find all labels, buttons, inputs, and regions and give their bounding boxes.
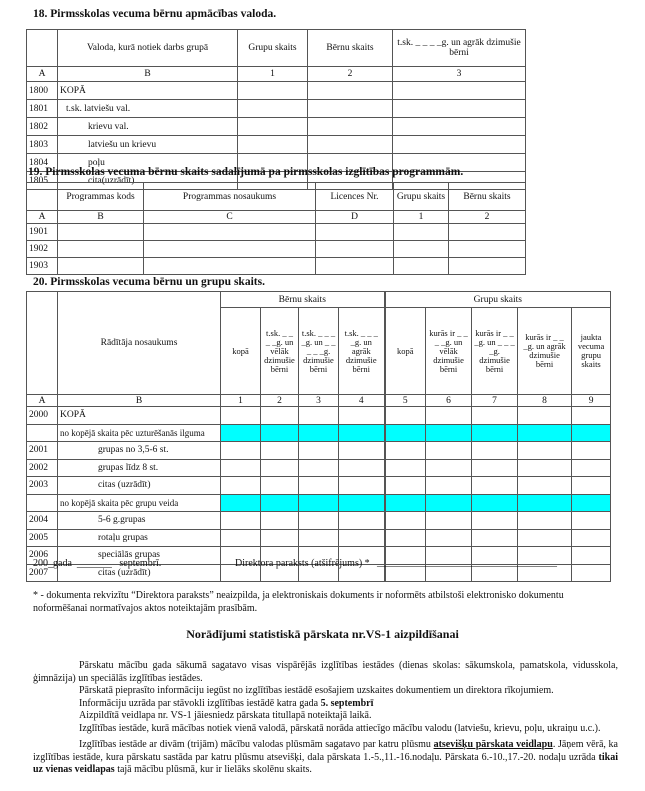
input-cell[interactable]: [238, 100, 308, 118]
letter: A: [27, 211, 58, 224]
input-cell[interactable]: [339, 477, 385, 495]
input-cell[interactable]: [308, 136, 393, 154]
row-label: latviešu un krievu: [58, 136, 238, 154]
input-cell[interactable]: [393, 136, 526, 154]
table-19: [26, 182, 526, 275]
text: Informāciju uzrāda par stāvokli izglītības iestādē katra gada: [79, 697, 321, 709]
input-cell[interactable]: [339, 459, 385, 477]
table-row: [27, 477, 611, 495]
highlight-cell: [299, 494, 339, 512]
letter: 7: [472, 395, 518, 407]
row-label: poļu: [58, 154, 238, 172]
input-cell[interactable]: [58, 224, 144, 241]
input-cell[interactable]: [572, 529, 611, 547]
letter: B: [58, 395, 221, 407]
row-label: rotaļu grupas: [58, 529, 221, 547]
letter: 2: [261, 395, 299, 407]
row-label: KOPĀ: [58, 82, 238, 100]
row-code: 2000: [27, 407, 58, 425]
table-row: [27, 100, 526, 118]
section-row: [27, 494, 611, 512]
letter: C: [144, 211, 316, 224]
paragraph: Izglītības iestāde, kurā mācības notiek vienā valodā, pārskatā norāda attiecīgo mācību valodu (latviešu, krievu, poļu, ukraiņu u.c.).: [79, 722, 601, 734]
date-field[interactable]: 200_gada _______ septembrī.: [33, 558, 162, 569]
input-cell[interactable]: [426, 512, 472, 530]
input-cell[interactable]: [394, 241, 449, 258]
highlight-cell: [339, 494, 385, 512]
table-row: [27, 442, 611, 460]
letter: A: [27, 395, 58, 407]
input-cell[interactable]: [316, 258, 394, 275]
table-20: [26, 291, 611, 582]
row-label: speciālās grupas: [58, 547, 221, 565]
input-cell[interactable]: [385, 459, 426, 477]
row-label: 5-6 g.grupas: [58, 512, 221, 530]
input-cell[interactable]: [572, 459, 611, 477]
paragraph: [33, 739, 618, 777]
instructions-heading: Norādījumi statistiskā pārskata nr.VS-1 aizpildīšanai: [186, 627, 459, 641]
header-children-count: Bērnu skaits: [221, 292, 385, 308]
row-code: 1805: [27, 172, 58, 190]
input-cell[interactable]: [144, 258, 316, 275]
highlight-cell: [426, 424, 472, 442]
input-cell[interactable]: [426, 442, 472, 460]
input-cell[interactable]: [572, 477, 611, 495]
highlight-cell: [385, 494, 426, 512]
input-cell[interactable]: [316, 241, 394, 258]
input-cell[interactable]: [472, 529, 518, 547]
input-cell[interactable]: [518, 477, 572, 495]
letter: 2: [308, 67, 393, 82]
input-cell[interactable]: [261, 442, 299, 460]
paragraph: Pārskatā pieprasīto informāciju iegūst no izglītības iestādē esošajiem uzskaites dokumentiem un direktora rīkojumiem.: [79, 685, 554, 696]
row-code: [27, 424, 58, 442]
input-cell[interactable]: [339, 512, 385, 530]
table-row: [27, 512, 611, 530]
highlight-cell: [261, 494, 299, 512]
row-code: 2001: [27, 442, 58, 460]
table-row: [27, 241, 526, 258]
row-label: no kopējā skaita pēc grupu veida: [58, 494, 221, 512]
text: Izglītības iestāde ar divām (trijām) mācību valodas plūsmām sagatavo par katru plūsmu: [79, 739, 434, 750]
row-label: KOPĀ: [58, 407, 221, 425]
input-cell[interactable]: [299, 512, 339, 530]
input-cell[interactable]: [426, 459, 472, 477]
letter: 8: [518, 395, 572, 407]
signature-label: Direktora paraksts (atšifrējums) *: [235, 558, 370, 569]
highlight-cell: [385, 424, 426, 442]
table-row: [27, 118, 526, 136]
input-cell[interactable]: [308, 100, 393, 118]
input-cell[interactable]: [518, 529, 572, 547]
input-cell[interactable]: [299, 407, 339, 425]
highlight-cell: [339, 424, 385, 442]
input-cell[interactable]: [221, 407, 261, 425]
subheader-col-7: kurās ir _ _ _g. un _ _ _ _g. dzimušie bērni: [472, 308, 518, 395]
row-code: 2005: [27, 529, 58, 547]
input-cell[interactable]: [572, 512, 611, 530]
table-row: [27, 459, 611, 477]
header-children: Bērnu skaits: [308, 30, 393, 67]
emphasis: tikai uz vienas veidlapas: [33, 751, 618, 775]
input-cell[interactable]: [518, 442, 572, 460]
header-a: [27, 183, 58, 211]
header-indicator-name: Rādītāja nosaukums: [58, 292, 221, 395]
row-label: no kopējā skaita pēc uzturēšanās ilguma: [58, 424, 221, 442]
input-cell[interactable]: [572, 442, 611, 460]
input-cell[interactable]: [221, 459, 261, 477]
header-born-earlier: t.sk. _ _ _ _g. un agrāk dzimušie bērni: [393, 30, 526, 67]
input-cell[interactable]: [426, 407, 472, 425]
letter: B: [58, 211, 144, 224]
header-groups: Grupu skaits: [394, 183, 449, 211]
highlight-cell: [518, 494, 572, 512]
highlight-cell: [221, 494, 261, 512]
input-cell[interactable]: [299, 529, 339, 547]
row-label: krievu val.: [58, 118, 238, 136]
input-cell[interactable]: [393, 82, 526, 100]
input-cell[interactable]: [316, 224, 394, 241]
subheader-col-2: t.sk. _ _ _ _g. un vēlāk dzimušie bērni: [261, 308, 299, 395]
row-code: 2007: [27, 564, 58, 582]
input-cell[interactable]: [221, 529, 261, 547]
input-cell[interactable]: [394, 258, 449, 275]
row-label: citas (uzrādīt): [58, 564, 221, 582]
input-cell[interactable]: [221, 477, 261, 495]
row-code: 2002: [27, 459, 58, 477]
input-cell[interactable]: [238, 82, 308, 100]
input-cell[interactable]: [572, 547, 611, 565]
input-cell[interactable]: [261, 477, 299, 495]
highlight-cell: [472, 494, 518, 512]
row-code: [27, 494, 58, 512]
input-cell[interactable]: [472, 459, 518, 477]
input-cell[interactable]: [385, 512, 426, 530]
letter: 5: [385, 395, 426, 407]
input-cell[interactable]: [449, 258, 526, 275]
header-language: Valoda, kurā notiek darbs grupā: [58, 30, 238, 67]
row-code: 1901: [27, 224, 58, 241]
instructions-body: [33, 660, 618, 777]
input-cell[interactable]: [572, 564, 611, 582]
input-cell[interactable]: [308, 118, 393, 136]
header-children: Bērnu skaits: [449, 183, 526, 211]
letter: 4: [339, 395, 385, 407]
highlight-cell: [221, 424, 261, 442]
letter: B: [58, 67, 238, 82]
table-20-title: 20. Pirmsskolas vecuma bērnu un grupu skaits.: [33, 276, 265, 288]
subheader-col-3: t.sk. _ _ _ _g. un _ _ _ _ _g. dzimušie bērni: [299, 308, 339, 395]
input-cell[interactable]: [58, 258, 144, 275]
input-cell[interactable]: [393, 100, 526, 118]
input-cell[interactable]: [385, 529, 426, 547]
input-cell[interactable]: [449, 224, 526, 241]
date-emphasis: 5. septembrī: [320, 697, 374, 709]
header-program-name: Programmas nosaukums: [144, 183, 316, 211]
input-cell[interactable]: [472, 477, 518, 495]
row-code: 1903: [27, 258, 58, 275]
input-cell[interactable]: [339, 442, 385, 460]
table-row: [27, 258, 526, 275]
section-row: [27, 424, 611, 442]
row-label: citas (uzrādīt): [58, 477, 221, 495]
input-cell[interactable]: [426, 477, 472, 495]
input-cell[interactable]: [472, 512, 518, 530]
letter: 6: [426, 395, 472, 407]
table-row: [27, 407, 611, 425]
row-code: 2003: [27, 477, 58, 495]
table-row: [27, 529, 611, 547]
letter: 9: [572, 395, 611, 407]
input-cell[interactable]: [221, 442, 261, 460]
input-cell[interactable]: [308, 82, 393, 100]
input-cell[interactable]: [261, 459, 299, 477]
table-row: [27, 224, 526, 241]
emphasis: atsevišķu pārskata veidlapu: [433, 739, 553, 750]
input-cell[interactable]: [261, 529, 299, 547]
highlight-cell: [299, 424, 339, 442]
row-label: cita(uzrādīt): [58, 172, 238, 190]
row-label: grupas līdz 8 st.: [58, 459, 221, 477]
footnote: * - dokumenta rekvizītu “Direktora paraksts” neaizpilda, ja elektroniskais dokuments ir noformēts atbilstoši elektronisko dokumentu noformēšanai normatīvajos aktos noteiktajām prasībām.: [33, 590, 564, 614]
subheader-col-4: t.sk. _ _ _ _g. un agrāk dzimušie bērni: [339, 308, 385, 395]
input-cell[interactable]: [426, 529, 472, 547]
input-cell[interactable]: [261, 512, 299, 530]
paragraph: Pārskatu mācību gada sākumā sagatavo visas vispārējās izglītības iestādes (dienas skolas: sākumskola, pamatskola, vidusskola, ģimnāzija) un speciālās izglītības iestādes.: [33, 660, 618, 684]
highlight-cell: [472, 424, 518, 442]
row-code: 2006: [27, 547, 58, 565]
highlight-cell: [261, 424, 299, 442]
input-cell[interactable]: [221, 512, 261, 530]
header-group-count: Grupu skaits: [385, 292, 611, 308]
header-license: Licences Nr.: [316, 183, 394, 211]
input-cell[interactable]: [385, 477, 426, 495]
input-cell[interactable]: [299, 459, 339, 477]
letter: D: [316, 211, 394, 224]
row-code: 1804: [27, 154, 58, 172]
table-row: [27, 82, 526, 100]
table-18-title: 18. Pirmsskolas vecuma bērnu apmācības valoda.: [33, 8, 277, 20]
input-cell[interactable]: [261, 407, 299, 425]
input-cell[interactable]: [385, 442, 426, 460]
highlight-cell: [572, 424, 611, 442]
paragraph: [33, 698, 618, 711]
letter: 3: [299, 395, 339, 407]
header-groups: Grupu skaits: [238, 30, 308, 67]
subheader-col-9: jaukta vecuma grupu skaits: [572, 308, 611, 395]
letter: A: [27, 67, 58, 82]
row-code: 1902: [27, 241, 58, 258]
input-cell[interactable]: [339, 407, 385, 425]
row-code: 1802: [27, 118, 58, 136]
input-cell[interactable]: [393, 118, 526, 136]
input-cell[interactable]: [572, 407, 611, 425]
input-cell[interactable]: [449, 241, 526, 258]
letter: 2: [449, 211, 526, 224]
input-cell[interactable]: [144, 224, 316, 241]
subheader-col-5: kopā: [385, 308, 426, 395]
input-cell[interactable]: [238, 118, 308, 136]
input-cell[interactable]: [518, 459, 572, 477]
highlight-cell: [572, 494, 611, 512]
subheader-col-8: kurās ir _ _ _g. un agrāk dzimušie bērni: [518, 308, 572, 395]
input-cell[interactable]: [518, 512, 572, 530]
row-label: grupas no 3,5-6 st.: [58, 442, 221, 460]
letter: 1: [394, 211, 449, 224]
header-a: [27, 292, 58, 395]
input-cell[interactable]: [472, 407, 518, 425]
input-cell[interactable]: [144, 241, 316, 258]
letter: 3: [393, 67, 526, 82]
input-cell[interactable]: [394, 224, 449, 241]
row-code: 1803: [27, 136, 58, 154]
text: . Jāņem vērā, ka izglītības iestāde, kura pārskatu sastāda par katru plūsmu atsevišķi, dala pārskata 1.-5.,11.-16.nodaļu. Pārskata 6.-10.,17.-20. nodaļu uzrāda: [33, 739, 618, 763]
row-code: 1800: [27, 82, 58, 100]
row-code: 2004: [27, 512, 58, 530]
input-cell[interactable]: [299, 477, 339, 495]
input-cell[interactable]: [238, 136, 308, 154]
input-cell[interactable]: [339, 529, 385, 547]
header-a: [27, 30, 58, 67]
letter: 1: [238, 67, 308, 82]
highlight-cell: [426, 494, 472, 512]
highlight-cell: [518, 424, 572, 442]
subheader-col-6: kurās ir _ _ _ _g. un vēlāk dzimušie bērni: [426, 308, 472, 395]
input-cell[interactable]: [518, 407, 572, 425]
text: tajā mācību plūsmā, kur ir lielāks skolēnu skaits.: [114, 764, 312, 775]
input-cell[interactable]: [58, 241, 144, 258]
input-cell[interactable]: [385, 407, 426, 425]
row-code: 1801: [27, 100, 58, 118]
letter: 1: [221, 395, 261, 407]
input-cell[interactable]: [472, 442, 518, 460]
subheader-col-1: kopā: [221, 308, 261, 395]
input-cell[interactable]: [299, 442, 339, 460]
signature-line[interactable]: ____________________________________: [377, 557, 557, 568]
table-row: [27, 136, 526, 154]
header-program-code: Programmas kods: [58, 183, 144, 211]
table-19-title: 19. Pirmsskolas vecuma bērnu skaits sadalījumā pa pirmsskolas izglītības programmām.: [28, 166, 464, 178]
paragraph: Aizpildītā veidlapa nr. VS-1 jāiesniedz pārskata titullapā noteiktajā laikā.: [79, 710, 372, 721]
row-label: t.sk. latviešu val.: [58, 100, 238, 118]
